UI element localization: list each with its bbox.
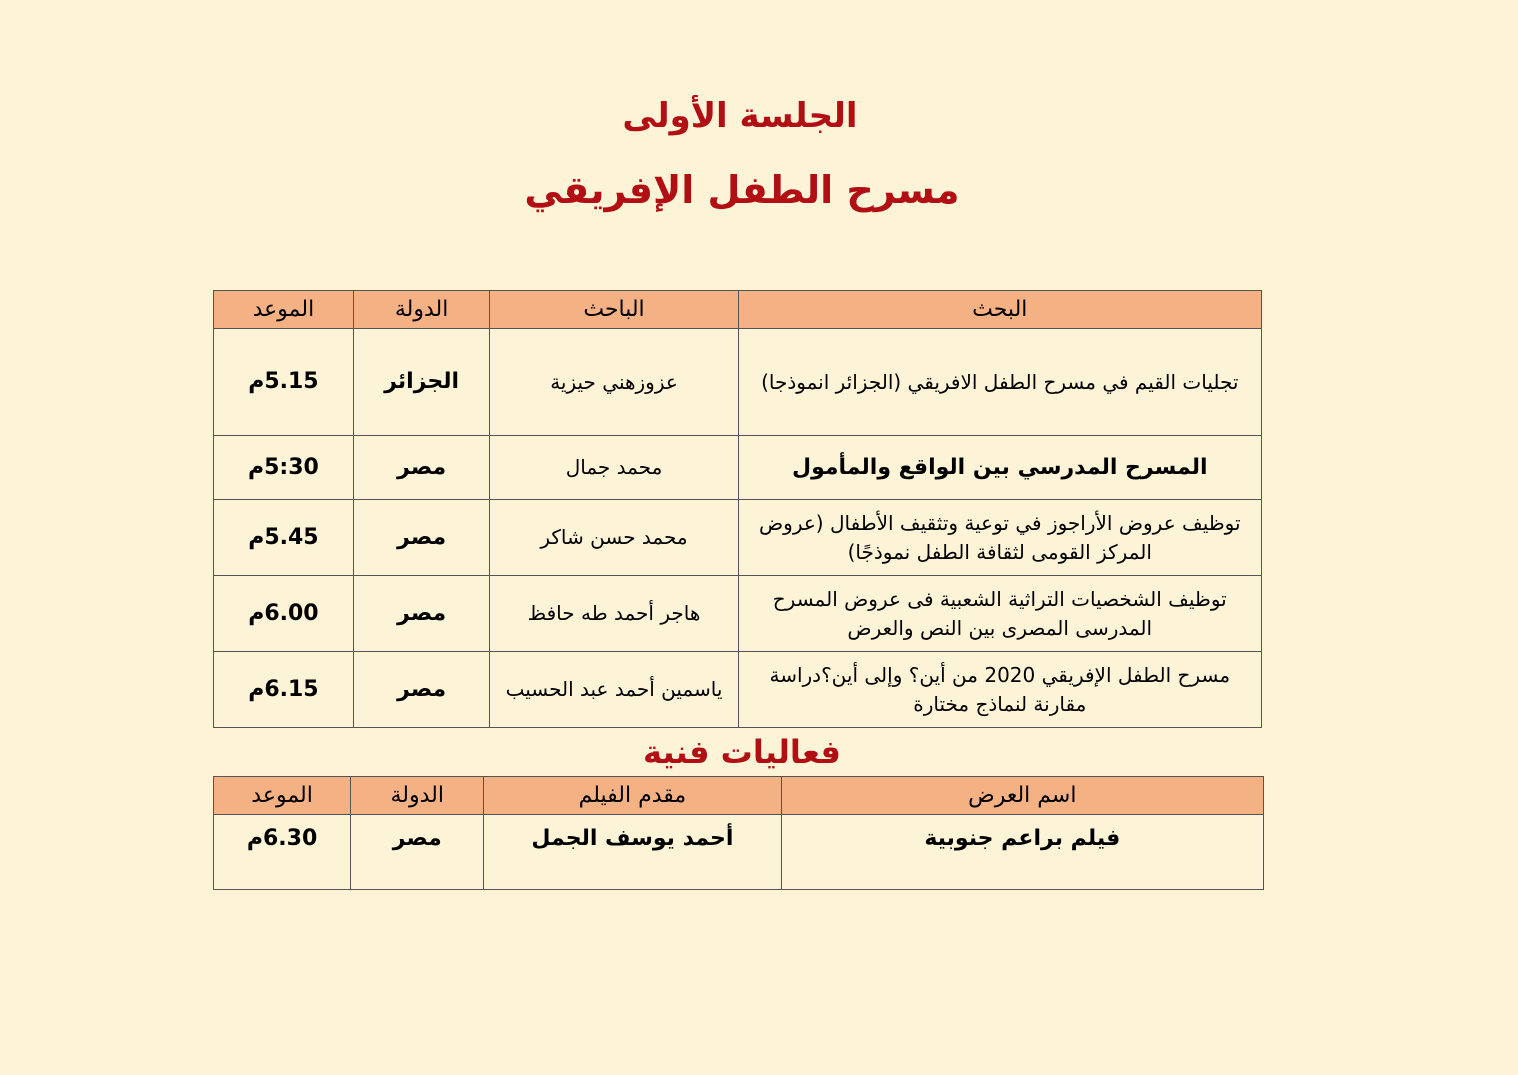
show-name-cell: فيلم براعم جنوبية [781, 815, 1263, 890]
column-header-country: الدولة [351, 777, 484, 815]
research-cell: مسرح الطفل الإفريقي 2020 من أين؟ وإلى أين؟دراسة مقارنة لنماذج مختارة [738, 652, 1261, 728]
time-cell: 6.00م [214, 576, 354, 652]
column-header-time: الموعد [214, 777, 351, 815]
column-header-researcher: الباحث [490, 291, 738, 329]
presenter-cell: أحمد يوسف الجمل [484, 815, 781, 890]
table-row [214, 576, 1262, 652]
column-header-presenter: مقدم الفيلم [484, 777, 781, 815]
events-table [213, 776, 1264, 890]
country-cell: مصر [353, 436, 490, 500]
table-row [214, 652, 1262, 728]
table-row [214, 815, 1264, 890]
session-title: الجلسة الأولى [622, 96, 858, 136]
researcher-cell: هاجر أحمد طه حافظ [490, 576, 738, 652]
researcher-cell: محمد جمال [490, 436, 738, 500]
time-cell: 5:30م [214, 436, 354, 500]
researcher-cell: محمد حسن شاكر [490, 500, 738, 576]
time-cell: 6.15م [214, 652, 354, 728]
researcher-cell: ياسمين أحمد عبد الحسيب [490, 652, 738, 728]
events-section-title: فعاليات فنية [643, 733, 841, 771]
column-header-research: البحث [738, 291, 1261, 329]
country-cell: مصر [353, 500, 490, 576]
time-cell: 5.15م [214, 329, 354, 436]
table-row [214, 500, 1262, 576]
research-cell: المسرح المدرسي بين الواقع والمأمول [738, 436, 1261, 500]
table-header-row [214, 777, 1264, 815]
table-row [214, 436, 1262, 500]
research-cell: تجليات القيم في مسرح الطفل الافريقي (الجزائر انموذجا) [738, 329, 1261, 436]
research-cell: توظيف عروض الأراجوز في توعية وتثقيف الأطفال (عروض المركز القومى لثقافة الطفل نموذجًا) [738, 500, 1261, 576]
researcher-cell: عزوزهني حيزية [490, 329, 738, 436]
sessions-table [213, 290, 1262, 728]
table-row [214, 329, 1262, 436]
country-cell: مصر [353, 576, 490, 652]
country-cell: مصر [353, 652, 490, 728]
table-header-row [214, 291, 1262, 329]
country-cell: مصر [351, 815, 484, 890]
column-header-country: الدولة [353, 291, 490, 329]
time-cell: 5.45م [214, 500, 354, 576]
research-cell: توظيف الشخصيات التراثية الشعبية فى عروض المسرح المدرسى المصرى بين النص والعرض [738, 576, 1261, 652]
theme-title: مسرح الطفل الإفريقي [524, 168, 960, 212]
column-header-time: الموعد [214, 291, 354, 329]
column-header-show-name: اسم العرض [781, 777, 1263, 815]
time-cell: 6.30م [214, 815, 351, 890]
country-cell: الجزائر [353, 329, 490, 436]
